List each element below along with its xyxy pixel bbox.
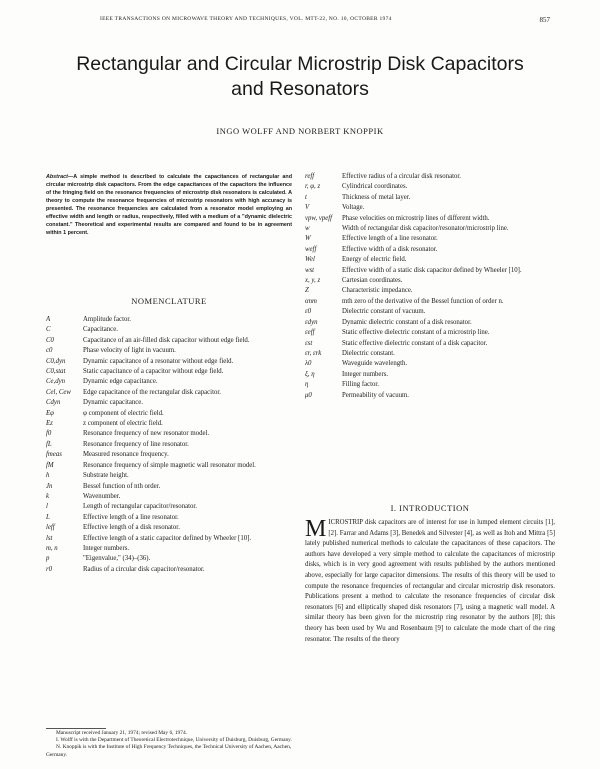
nomenclature-definition: Effective radius of a circular disk resonator. — [342, 173, 461, 180]
nomenclature-definition: Waveguide wavelength. — [342, 360, 408, 368]
nomenclature-symbol: Z — [305, 287, 309, 295]
nomenclature-definition: Permeability of vacuum. — [342, 391, 410, 399]
nomenclature-definition: Thickness of metal layer. — [342, 193, 411, 201]
nomenclature-entry — [46, 450, 292, 460]
nomenclature-entry — [305, 234, 555, 244]
nomenclature-entry — [305, 245, 555, 255]
nomenclature-symbol: A — [46, 316, 51, 323]
footnote-rule — [46, 728, 106, 729]
nomenclature-definition: Substrate height. — [83, 472, 129, 480]
nomenclature-entry — [305, 391, 555, 401]
nomenclature-symbol: reff — [305, 173, 315, 180]
title-line-2: and Resonators — [231, 78, 369, 100]
nomenclature-definition: Amplitude factor. — [83, 316, 131, 323]
nomenclature-definition: Effective length of a disk resonator. — [83, 524, 180, 532]
authors: INGO WOLFF AND NORBERT KNOPPIK — [216, 126, 384, 136]
nomenclature-symbol: μ0 — [305, 391, 312, 399]
nomenclature-definition: Resonance frequency of new resonator model. — [83, 430, 210, 438]
nomenclature-symbol: vpw, vpeff — [305, 214, 333, 222]
nomenclature-entry — [46, 471, 292, 481]
nomenclature-symbol: C0,dyn — [46, 357, 66, 365]
nomenclature-entry — [305, 266, 555, 276]
nomenclature-entry — [305, 255, 555, 265]
nomenclature-definition: Capacitance of an air-filled disk capacitor without edge field. — [83, 336, 250, 344]
nomenclature-symbol: r0 — [46, 565, 53, 573]
nomenclature-symbol: ξ, η — [305, 370, 315, 378]
abstract-text: —A simple method is described to calculate the capacitances of rectangular and circular microstrip disk capacitors. From the edge capacitances of the capacitors the influence of the fringing field on the resonance frequencies of microstrip disk resonators is calculated. A theory to compute the resonance frequencies of microstrip resonators with high accuracy is presented. The resonance frequencies are calculated from a resonator model employing an effective width and length or radius, respectively, filled with a medium of a "dynamic dielectric constant." Theoretical and experimental results are compared and found to be in agreement within 1 percent. — [46, 174, 292, 236]
running-head: IEEE TRANSACTIONS ON MICROWAVE THEORY AND TECHNIQUES, VOL. MTT-22, NO. 10, OCTOBER 1974 — [100, 16, 392, 22]
nomenclature-entry — [46, 377, 292, 387]
nomenclature-symbol: εdyn — [305, 318, 318, 326]
nomenclature-definition: Dynamic capacitance. — [83, 399, 144, 407]
nomenclature-definition: Width of rectangular disk capacitor/resonator/microstrip line. — [342, 225, 509, 233]
nomenclature-symbol: λ0 — [305, 360, 312, 368]
nomenclature-symbol: W — [305, 235, 311, 243]
nomenclature-definition: Characteristic impedance. — [342, 287, 413, 295]
abstract-label: Abstract — [46, 174, 68, 180]
nomenclature-symbol: fL — [46, 440, 52, 448]
nomenclature-entry — [305, 182, 555, 192]
nomenclature-symbol: η — [305, 381, 309, 389]
nomenclature-symbol: εeff — [305, 329, 315, 337]
nomenclature-definition: z component of electric field. — [83, 420, 163, 428]
nomenclature-definition: mth zero of the derivative of the Bessel function of order n. — [342, 297, 504, 305]
nomenclature-definition: Bessel function of nth order. — [83, 482, 161, 490]
nomenclature-symbol: Ez — [46, 420, 53, 428]
nomenclature-symbol: ε0 — [305, 308, 312, 316]
nomenclature-list-right — [305, 172, 555, 401]
nomenclature-entry — [46, 419, 292, 429]
nomenclature-definition: Filling factor. — [342, 381, 380, 389]
nomenclature-symbol: leff — [46, 524, 55, 532]
footnote: I. Wolff is with the Department of Theoretical Electrotechnique, University of Duisburg, Duisburg, Germany. — [56, 737, 292, 744]
nomenclature-entry — [305, 328, 555, 338]
nomenclature-definition: Dielectric constant of vacuum. — [342, 308, 426, 316]
nomenclature-entry — [305, 214, 555, 224]
nomenclature-symbol: C — [46, 326, 51, 334]
nomenclature-definition: Effective width of a static disk capacitor defined by Wheeler [10]. — [342, 266, 522, 274]
nomenclature-entry — [305, 359, 555, 369]
nomenclature-symbol: w — [305, 225, 310, 233]
nomenclature-definition: Dielectric constant. — [342, 349, 395, 357]
nomenclature-symbol: t — [305, 193, 307, 201]
nomenclature-entry — [46, 325, 292, 335]
nomenclature-symbol: Cdyn — [46, 399, 61, 407]
nomenclature-entry — [46, 388, 292, 398]
nomenclature-entry — [46, 346, 292, 356]
nomenclature-symbol: m, n — [46, 544, 58, 552]
nomenclature-definition: Dynamic edge capacitance. — [83, 378, 158, 386]
nomenclature-definition: Measured resonance frequency. — [83, 451, 169, 459]
introduction-heading: I. INTRODUCTION — [390, 503, 470, 513]
nomenclature-definition: φ component of electric field. — [83, 409, 164, 417]
drop-cap: M — [305, 516, 327, 542]
nomenclature-symbol: Jn — [46, 482, 53, 490]
nomenclature-definition: Effective length of a static capacitor defined by Wheeler [10]. — [83, 534, 252, 542]
nomenclature-entry — [46, 336, 292, 346]
nomenclature-symbol: lst — [46, 534, 53, 542]
nomenclature-list-left — [46, 315, 292, 575]
nomenclature-symbol: r, φ, z — [305, 183, 321, 191]
nomenclature-entry — [46, 565, 292, 575]
nomenclature-entry — [305, 318, 555, 328]
nomenclature-entry — [305, 203, 555, 213]
nomenclature-definition: Phase velocity of light in vacuum. — [83, 347, 176, 355]
nomenclature-definition: Integer numbers. — [83, 544, 130, 552]
nomenclature-symbol: Ce,dyn — [46, 378, 66, 386]
nomenclature-symbol: Eφ — [46, 409, 54, 417]
footnote: Manuscript received January 21, 1974; revised May 6, 1974. — [56, 730, 187, 736]
nomenclature-entry — [46, 367, 292, 377]
nomenclature-definition: Static effective dielectric constant of a disk capacitor. — [342, 339, 488, 347]
introduction-body: ICROSTRIP disk capacitors are of interest for use in lumped element circuits [1], [2]. Farrar and Adams [3], Benedek and Silvester [4], as well as Itoh and Mittra [5] lately published numerical methods to calculate the capacitances of these capacitors. The authors have developed a very simple method to calculate the capacitances of microstrip disks, which is in very good agreement with results published by the authors mentioned above, especially for large capacitor dimensions. The results of this theory will be used to compute the resonance frequencies of rectangular and circular microstrip disk resonators. Publications present a method to calculate the resonance frequencies of circular disk resonators [6] and elliptically shaped disk resonators [7], using a magnetic wall model. A similar theory has been given for the microstrip ring resonator by the authors [8]; this theory has been used by Wu and Rosenbaum [9] to calculate the mode chart of the ring resonator. The results of the theory — [305, 519, 555, 643]
nomenclature-entry — [305, 307, 555, 317]
nomenclature-definition: Effective width of a disk resonator. — [342, 245, 438, 253]
nomenclature-symbol: fmeas — [46, 451, 62, 459]
nomenclature-entry — [46, 513, 292, 523]
nomenclature-symbol: V — [305, 204, 310, 212]
nomenclature-definition: Effective length of a line resonator. — [83, 513, 179, 521]
nomenclature-definition: Length of rectangular capacitor/resonator. — [83, 503, 197, 511]
nomenclature-definition: Cylindrical coordinates. — [342, 183, 408, 191]
nomenclature-entry — [305, 339, 555, 349]
nomenclature-definition: Cartesian coordinates. — [342, 277, 403, 285]
nomenclature-symbol: fM — [46, 461, 54, 469]
nomenclature-symbol: Wel — [305, 256, 315, 264]
footnotes — [46, 730, 292, 759]
nomenclature-entry — [46, 440, 292, 450]
nomenclature-entry — [46, 409, 292, 419]
nomenclature-symbol: k — [46, 492, 50, 500]
nomenclature-definition: "Eigenvalue," (34)–(36). — [83, 555, 151, 563]
nomenclature-definition: Resonance frequency of simple magnetic wall resonator model. — [83, 461, 256, 469]
nomenclature-definition: Integer numbers. — [342, 370, 389, 378]
paper-title — [0, 52, 600, 102]
nomenclature-entry — [305, 286, 555, 296]
nomenclature-symbol: C0,stat — [46, 368, 66, 376]
nomenclature-definition: Phase velocities on microstrip lines of different width. — [342, 214, 490, 222]
nomenclature-symbol: L — [46, 513, 50, 521]
title-line-1: Rectangular and Circular Microstrip Disk Capacitors — [76, 53, 524, 75]
nomenclature-entry — [305, 297, 555, 307]
nomenclature-symbol: f0 — [46, 430, 52, 438]
nomenclature-entry — [46, 534, 292, 544]
nomenclature-definition: Dynamic capacitance of a resonator without edge field. — [83, 357, 234, 365]
nomenclature-entry — [305, 380, 555, 390]
nomenclature-entry — [305, 172, 555, 182]
nomenclature-entry — [305, 193, 555, 203]
nomenclature-entry — [46, 492, 292, 502]
abstract — [46, 173, 292, 237]
footnote: N. Knoppik is with the Institute of High Frequency Techniques, the Technical University of Aachen, Aachen, Germany. — [46, 744, 292, 758]
nomenclature-symbol: εst — [305, 339, 313, 347]
nomenclature-definition: Static effective dielectric constant of a microstrip line. — [342, 329, 490, 337]
nomenclature-entry — [46, 357, 292, 367]
nomenclature-entry — [46, 398, 292, 408]
nomenclature-symbol: C0 — [46, 336, 54, 344]
page-number: 857 — [539, 16, 550, 24]
nomenclature-entry — [46, 544, 292, 554]
nomenclature-heading: NOMENCLATURE — [131, 296, 207, 306]
nomenclature-symbol: p — [46, 555, 50, 563]
nomenclature-definition: Static capacitance of a capacitor without edge field. — [83, 368, 224, 376]
nomenclature-entry — [46, 461, 292, 471]
nomenclature-definition: Effective length of a line resonator. — [342, 235, 438, 243]
nomenclature-entry — [305, 349, 555, 359]
nomenclature-symbol: εr, εrk — [305, 349, 322, 357]
nomenclature-entry — [46, 502, 292, 512]
nomenclature-symbol: weff — [305, 245, 317, 253]
nomenclature-entry — [46, 315, 292, 325]
nomenclature-definition: Edge capacitance of the rectangular disk capacitor. — [83, 388, 221, 396]
nomenclature-definition: Voltage. — [342, 204, 365, 212]
introduction-text — [305, 518, 555, 645]
nomenclature-symbol: αnm — [305, 297, 317, 305]
nomenclature-entry — [46, 429, 292, 439]
nomenclature-symbol: x, y, z — [305, 277, 321, 285]
nomenclature-entry — [46, 523, 292, 533]
nomenclature-symbol: h — [46, 472, 50, 480]
nomenclature-entry — [46, 554, 292, 564]
nomenclature-entry — [305, 370, 555, 380]
nomenclature-symbol: wst — [305, 266, 315, 274]
nomenclature-definition: Wavenumber. — [83, 492, 121, 500]
nomenclature-entry — [305, 276, 555, 286]
nomenclature-definition: Energy of electric field. — [342, 256, 407, 264]
nomenclature-symbol: l — [46, 503, 48, 511]
nomenclature-definition: Resonance frequency of line resonator. — [83, 440, 189, 448]
nomenclature-entry — [46, 482, 292, 492]
nomenclature-definition: Radius of a circular disk capacitor/resonator. — [83, 565, 205, 573]
nomenclature-definition: Capacitance. — [83, 326, 118, 334]
nomenclature-definition: Dynamic dielectric constant of a disk resonator. — [342, 318, 472, 326]
nomenclature-symbol: c0 — [46, 347, 53, 355]
nomenclature-entry — [305, 224, 555, 234]
nomenclature-symbol: Cel, Cew — [46, 388, 71, 396]
